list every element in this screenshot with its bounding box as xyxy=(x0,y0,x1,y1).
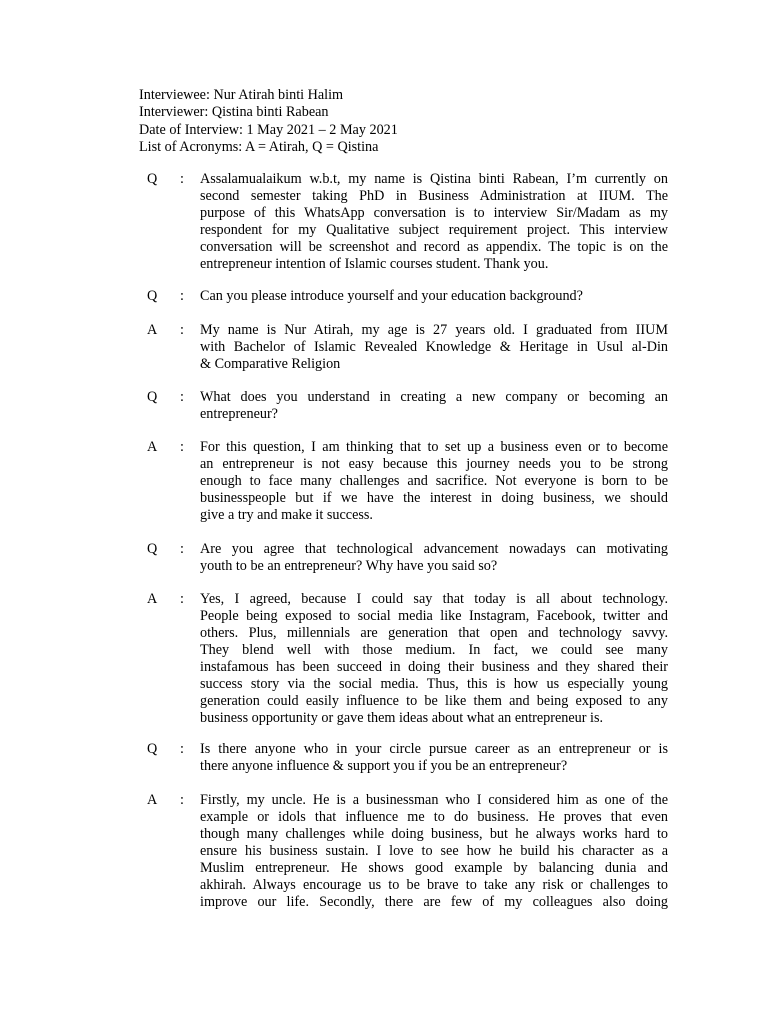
text-line: conversation will be screenshot and record as appendix. The topic is on the xyxy=(200,239,668,255)
interview-header xyxy=(139,87,639,157)
text-line: People being exposed to social media like Instagram, Facebook, twitter and xyxy=(200,608,668,624)
entry-text xyxy=(200,288,668,305)
interview-date-line: Date of Interview: 1 May 2021 – 2 May 2021 xyxy=(139,121,398,138)
speaker-separator: : xyxy=(180,322,184,338)
text-line: youth to be an entrepreneur? Why have you said so? xyxy=(200,558,498,574)
entry-text xyxy=(200,541,668,575)
text-line: akhirah. Always encourage us to be brave to take any risk or challenges to xyxy=(200,877,668,893)
text-line: Is there anyone who in your circle pursue career as an entrepreneur or is xyxy=(200,741,668,757)
speaker-label: A xyxy=(147,591,158,607)
speaker-label: Q xyxy=(147,741,158,757)
text-line: give a try and make it success. xyxy=(200,507,373,523)
text-line: business opportunity or gave them ideas about what an entrepreneur is. xyxy=(200,710,604,726)
entry-text xyxy=(200,741,668,775)
speaker-separator: : xyxy=(180,389,184,405)
text-line: an entrepreneur is not easy because this journey needs you to be strong xyxy=(200,456,668,472)
text-line: purpose of this WhatsApp conversation is to interview Sir/Madam as my xyxy=(200,205,668,221)
speaker-label: Q xyxy=(147,171,158,187)
speaker-label: A xyxy=(147,792,158,808)
text-line: there anyone influence & support you if you be an entrepreneur? xyxy=(200,758,568,774)
interviewer-line: Interviewer: Qistina binti Rabean xyxy=(139,104,329,121)
text-line: ensure his business sustain. I love to see how he build his character as a xyxy=(200,843,668,859)
entry-text xyxy=(200,389,668,423)
entry-text xyxy=(200,322,668,373)
text-line: entrepreneur intention of Islamic courses student. Thank you. xyxy=(200,256,549,272)
speaker-separator: : xyxy=(180,541,184,557)
speaker-separator: : xyxy=(180,792,184,808)
text-line: enough to face many challenges and sacrifice. Not everyone is born to be xyxy=(200,473,668,489)
text-line: Can you please introduce yourself and your education background? xyxy=(200,288,583,304)
text-line: example or idols that influence me to do business. He proves that even xyxy=(200,809,668,825)
speaker-separator: : xyxy=(180,591,184,607)
text-line: others. Plus, millennials are generation that open and technology savvy. xyxy=(200,625,668,641)
entry-text xyxy=(200,792,668,911)
speaker-label: Q xyxy=(147,288,158,304)
speaker-separator: : xyxy=(180,439,184,455)
entry-text xyxy=(200,439,668,524)
text-line: What does you understand in creating a new company or becoming an xyxy=(200,389,668,405)
speaker-label: Q xyxy=(147,541,158,557)
entry-text xyxy=(200,171,668,273)
speaker-label: Q xyxy=(147,389,158,405)
speaker-separator: : xyxy=(180,741,184,757)
text-line: Muslim entrepreneur. He shows good example by balancing dunia and xyxy=(200,860,668,876)
text-line: My name is Nur Atirah, my age is 27 years old. I graduated from IIUM xyxy=(200,322,668,338)
acronyms-line: List of Acronyms: A = Atirah, Q = Qistina xyxy=(139,139,379,156)
text-line: success story via the social media. Thus, this is how us especially young xyxy=(200,676,668,692)
text-line: For this question, I am thinking that to set up a business even or to become xyxy=(200,439,668,455)
text-line: They blend well with those medium. In fact, we could see many xyxy=(200,642,668,658)
text-line: respondent for my Qualitative subject requirement project. This interview xyxy=(200,222,668,238)
text-line: businesspeople but if we have the interest in doing business, we should xyxy=(200,490,668,506)
speaker-separator: : xyxy=(180,288,184,304)
text-line: Assalamualaikum w.b.t, my name is Qistina binti Rabean, I’m currently on xyxy=(200,171,668,187)
text-line: Are you agree that technological advancement nowadays can motivating xyxy=(200,541,668,557)
speaker-separator: : xyxy=(180,171,184,187)
text-line: second semester taking PhD in Business Administration at IIUM. The xyxy=(200,188,668,204)
speaker-label: A xyxy=(147,322,158,338)
text-line: instafamous has been succeed in doing their business and they shared their xyxy=(200,659,668,675)
text-line: & Comparative Religion xyxy=(200,356,341,372)
text-line: improve our life. Secondly, there are few of my colleagues also doing xyxy=(200,894,668,910)
text-line: with Bachelor of Islamic Revealed Knowledge & Heritage in Usul al-Din xyxy=(200,339,668,355)
text-line: Firstly, my uncle. He is a businessman who I considered him as one of the xyxy=(200,792,668,808)
text-line: though many challenges while doing business, but he always works hard to xyxy=(200,826,668,842)
speaker-label: A xyxy=(147,439,158,455)
entry-text xyxy=(200,591,668,727)
text-line: Yes, I agreed, because I could say that today is all about technology. xyxy=(200,591,668,607)
text-line: entrepreneur? xyxy=(200,406,278,422)
text-line: generation could easily influence to be like them and being exposed to any xyxy=(200,693,668,709)
interviewee-line: Interviewee: Nur Atirah binti Halim xyxy=(139,87,344,103)
